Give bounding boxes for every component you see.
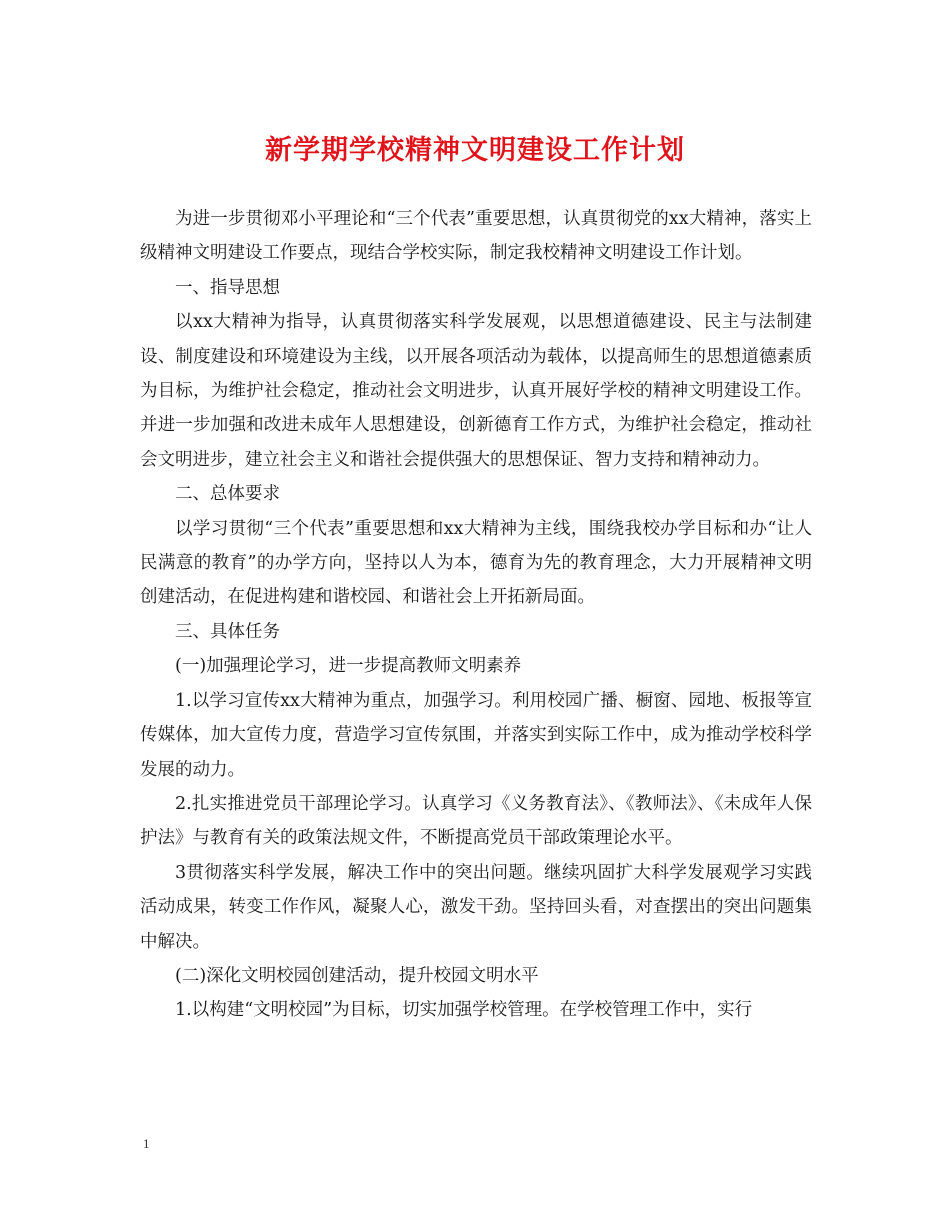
document-body (140, 202, 812, 1028)
heading-specific-tasks: 三、具体任务 (175, 621, 280, 642)
paragraph-task-1-3: 3贯彻落实科学发展，解决工作中的突出问题。继续巩固扩大科学发展观学习实践活动成果，转变工作作风，凝聚人心，激发干劲。坚持回头看，对查摆出的突出问题集中解决。 (140, 862, 812, 952)
heading-general-requirements: 二、总体要求 (175, 484, 280, 505)
paragraph-task-1-1: 1.以学习宣传xx大精神为重点，加强学习。利用校园广播、橱窗、园地、板报等宣传媒体，加大宣传力度，营造学习宣传氛围，并落实到实际工作中，成为推动学校科学发展的动力。 (140, 690, 812, 780)
heading-guiding-ideology: 一、指导思想 (175, 277, 280, 298)
document-title: 新学期学校精神文明建设工作计划 (265, 135, 685, 166)
paragraph-intro: 为进一步贯彻邓小平理论和“三个代表”重要思想，认真贯彻党的xx大精神，落实上级精神文明建设工作要点，现结合学校实际，制定我校精神文明建设工作计划。 (140, 209, 812, 264)
subheading-civilized-campus: (二)深化文明校园创建活动，提升校园文明水平 (175, 965, 539, 986)
subheading-theory-study: (一)加强理论学习，进一步提高教师文明素养 (175, 656, 522, 677)
paragraph-guiding-ideology: 以xx大精神为指导，认真贯彻落实科学发展观，以思想道德建设、民主与法制建设、制度建设和环境建设为主线，以开展各项活动为载体，以提高师生的思想道德素质为目标，为维护社会稳定，推动社会文明进步，认真开展好学校的精神文明建设工作。并进一步加强和改进未成年人思想建设，创新德育工作方式，为维护社会稳定，推动社会文明进步，建立社会主义和谐社会提供强大的思想保证、智力支持和精神动力。 (140, 312, 812, 470)
paragraph-task-2-1: 1.以构建“文明校园”为目标，切实加强学校管理。在学校管理工作中，实行 (175, 1000, 753, 1021)
paragraph-task-1-2: 2.扎实推进党员干部理论学习。认真学习《义务教育法》、《教师法》、《未成年人保护法》与教育有关的政策法规文件，不断提高党员干部政策理论水平。 (140, 793, 812, 849)
page-number: 1 (143, 1136, 150, 1151)
paragraph-general-requirements: 以学习贯彻“三个代表”重要思想和xx大精神为主线，围绕我校办学目标和办“让人民满意的教育”的办学方向，坚持以人为本，德育为先的教育理念，大力开展精神文明创建活动，在促进构建和谐校园、和谐社会上开拓新局面。 (140, 518, 812, 608)
